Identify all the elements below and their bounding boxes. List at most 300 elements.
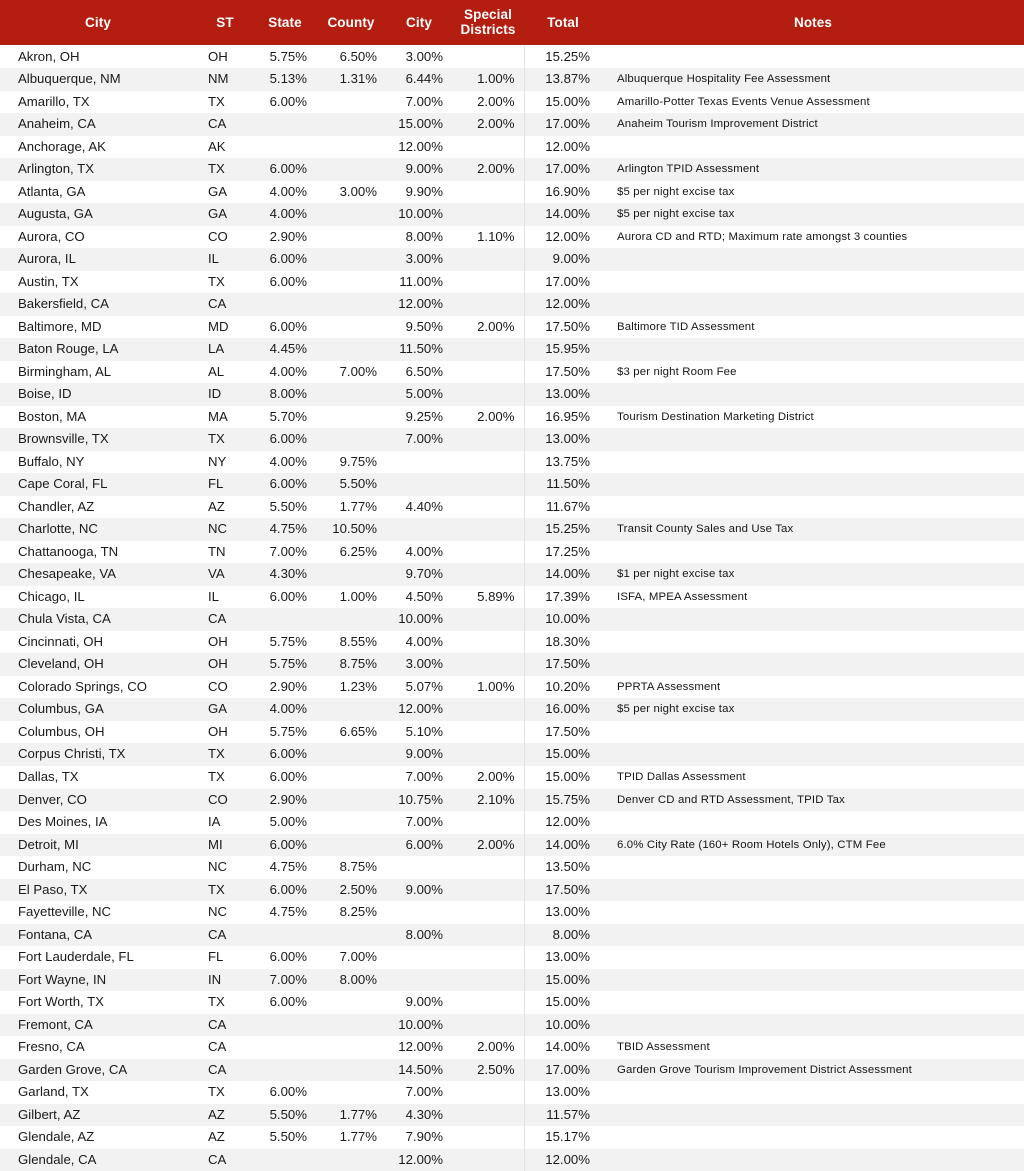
cell-notes	[602, 428, 1024, 451]
cell-notes: Albuquerque Hospitality Fee Assessment	[617, 73, 831, 86]
cell-special-districts	[452, 1104, 524, 1127]
table-header-row	[0, 0, 1024, 45]
cell-state-abbr: CA	[208, 611, 227, 627]
cell-city: Chandler, AZ	[18, 498, 95, 514]
cell-city: Columbus, GA	[18, 701, 104, 717]
cell-county-tax	[316, 248, 386, 271]
cell-county-tax	[316, 1081, 386, 1104]
table-row[interactable]	[0, 924, 1024, 947]
cell-special-districts	[452, 1149, 524, 1171]
table-row[interactable]	[0, 631, 1024, 654]
cell-total: 10.00%	[524, 1014, 602, 1037]
cell-city-tax: 9.90%	[405, 183, 443, 199]
cell-notes	[602, 1014, 1024, 1037]
cell-city: Chula Vista, CA	[18, 611, 111, 627]
cell-county-tax	[316, 766, 386, 789]
cell-county-tax	[316, 1059, 386, 1082]
cell-total: 12.00%	[524, 226, 602, 249]
cell-total: 15.25%	[524, 45, 602, 68]
cell-state-tax: 4.00%	[269, 206, 307, 222]
cell-city: Boise, ID	[18, 386, 72, 402]
cell-city: Fort Wayne, IN	[18, 971, 107, 987]
cell-notes: $5 per night excise tax	[617, 703, 735, 716]
cell-special-districts: 2.00%	[477, 116, 515, 132]
cell-special-districts	[452, 541, 524, 564]
cell-city: Charlotte, NC	[18, 521, 98, 537]
cell-county-tax: 3.00%	[339, 183, 377, 199]
cell-state-tax: 6.00%	[269, 318, 307, 334]
cell-state-abbr: IL	[208, 251, 219, 267]
cell-state-tax	[254, 1149, 316, 1171]
cell-state-abbr: TX	[208, 431, 225, 447]
cell-county-tax	[316, 834, 386, 857]
special-districts-line1: Special	[464, 7, 512, 23]
cell-city-tax: 12.00%	[398, 1151, 443, 1167]
cell-county-tax	[316, 136, 386, 159]
cell-state-abbr: OH	[208, 723, 228, 739]
table-row[interactable]	[0, 608, 1024, 631]
cell-total: 17.50%	[524, 879, 602, 902]
table-row[interactable]	[0, 541, 1024, 564]
table-row[interactable]	[0, 563, 1024, 586]
cell-city-tax: 9.25%	[405, 408, 443, 424]
cell-city: Birmingham, AL	[18, 363, 112, 379]
cell-special-districts	[452, 856, 524, 879]
cell-city: Detroit, MI	[18, 836, 79, 852]
cell-notes	[602, 631, 1024, 654]
cell-city: Aurora, IL	[18, 251, 76, 267]
cell-special-districts: 5.89%	[477, 588, 515, 604]
cell-state-abbr: NC	[208, 904, 228, 920]
cell-county-tax	[316, 91, 386, 114]
cell-state-abbr: CA	[208, 296, 227, 312]
cell-special-districts	[452, 879, 524, 902]
cell-special-districts: 2.50%	[477, 1061, 515, 1077]
cell-city-tax: 5.07%	[405, 678, 443, 694]
cell-state-abbr: MI	[208, 836, 223, 852]
cell-state-abbr: CA	[208, 116, 227, 132]
table-row[interactable]	[0, 203, 1024, 226]
cell-city: Boston, MA	[18, 408, 87, 424]
cell-city-tax: 10.00%	[398, 206, 443, 222]
cell-special-districts: 2.00%	[477, 769, 515, 784]
cell-state-abbr: IN	[208, 971, 222, 987]
cell-state-abbr: TX	[208, 161, 225, 177]
cell-notes: TBID Assessment	[617, 1041, 710, 1054]
cell-city-tax: 8.00%	[405, 926, 443, 942]
cell-state-abbr: OH	[208, 633, 228, 649]
cell-total: 15.00%	[524, 766, 602, 789]
cell-city: Atlanta, GA	[18, 183, 86, 199]
cell-state-tax: 4.00%	[269, 701, 307, 717]
cell-county-tax: 1.77%	[339, 1129, 377, 1145]
cell-city: Colorado Springs, CO	[18, 678, 148, 694]
cell-county-tax	[316, 1014, 386, 1037]
cell-state-tax: 6.00%	[269, 881, 307, 897]
table-row[interactable]	[0, 406, 1024, 429]
cell-city-tax: 9.70%	[405, 566, 443, 582]
cell-county-tax: 2.50%	[339, 881, 377, 897]
cell-total: 13.75%	[524, 451, 602, 474]
cell-special-districts: 2.00%	[477, 408, 515, 424]
cell-city: Brownsville, TX	[18, 431, 109, 447]
cell-state-tax: 7.00%	[269, 543, 307, 559]
cell-total: 10.00%	[524, 608, 602, 631]
cell-county-tax	[316, 1149, 386, 1171]
cell-state-tax: 2.90%	[269, 228, 307, 244]
cell-state-tax: 2.90%	[269, 791, 307, 807]
table-row[interactable]	[0, 586, 1024, 609]
cell-state-abbr: TX	[208, 1084, 225, 1100]
table-row[interactable]	[0, 158, 1024, 181]
cell-city-tax: 10.00%	[398, 1016, 443, 1032]
table-row[interactable]	[0, 789, 1024, 812]
cell-city-tax: 12.00%	[398, 138, 443, 154]
table-row[interactable]	[0, 248, 1024, 271]
cell-county-tax	[316, 226, 386, 249]
table-row[interactable]	[0, 1104, 1024, 1127]
cell-notes	[602, 338, 1024, 361]
table-row[interactable]	[0, 721, 1024, 744]
cell-city: Chattanooga, TN	[18, 543, 119, 559]
cell-state-tax: 6.00%	[269, 431, 307, 447]
table-row[interactable]	[0, 676, 1024, 699]
table-row[interactable]	[0, 361, 1024, 384]
cell-state-abbr: MA	[208, 408, 228, 424]
cell-county-tax	[316, 406, 386, 429]
cell-notes	[602, 541, 1024, 564]
cell-city: Glendale, AZ	[18, 1129, 95, 1145]
table-row[interactable]	[0, 969, 1024, 992]
cell-state-tax: 4.45%	[269, 341, 307, 357]
cell-city-tax: 14.50%	[398, 1061, 443, 1077]
cell-county-tax: 7.00%	[339, 949, 377, 965]
table-row[interactable]	[0, 316, 1024, 339]
cell-county-tax: 8.75%	[339, 656, 377, 672]
cell-total: 17.25%	[524, 541, 602, 564]
cell-state-tax: 4.00%	[269, 183, 307, 199]
cell-city: Anchorage, AK	[18, 138, 106, 154]
cell-state-abbr: FL	[208, 476, 224, 492]
cell-total: 17.39%	[524, 586, 602, 609]
table-row[interactable]	[0, 1059, 1024, 1082]
cell-city-tax: 9.00%	[405, 994, 443, 1010]
cell-notes	[602, 248, 1024, 271]
cell-state-tax: 6.00%	[269, 273, 307, 289]
cell-notes	[602, 45, 1024, 68]
table-row[interactable]	[0, 901, 1024, 924]
column-header-state-tax[interactable]: State	[268, 14, 302, 30]
cell-notes	[602, 383, 1024, 406]
cell-state-abbr: NM	[208, 71, 229, 87]
cell-state-abbr: AZ	[208, 1106, 225, 1122]
cell-notes	[602, 1104, 1024, 1127]
column-header-notes[interactable]: Notes	[793, 14, 832, 30]
cell-state-tax	[254, 1014, 316, 1037]
cell-city: Aurora, CO	[18, 228, 85, 244]
cell-county-tax	[316, 158, 386, 181]
cell-total: 13.50%	[524, 856, 602, 879]
cell-total: 12.00%	[524, 1149, 602, 1171]
cell-special-districts	[452, 811, 524, 834]
cell-special-districts	[452, 721, 524, 744]
table-row[interactable]	[0, 946, 1024, 969]
cell-special-districts: 2.00%	[477, 1039, 515, 1055]
cell-state-abbr: CA	[208, 1016, 227, 1032]
table-row[interactable]	[0, 834, 1024, 857]
cell-total: 15.00%	[524, 91, 602, 114]
cell-state-tax: 6.00%	[269, 769, 307, 784]
cell-special-districts	[452, 473, 524, 496]
table-row[interactable]	[0, 68, 1024, 91]
cell-total: 9.00%	[524, 248, 602, 271]
cell-city: Fontana, CA	[18, 926, 93, 942]
cell-state-tax: 5.50%	[269, 1106, 307, 1122]
cell-city-tax: 11.50%	[399, 341, 443, 357]
cell-notes	[602, 901, 1024, 924]
cell-city-tax: 9.00%	[405, 746, 443, 762]
cell-city-tax: 9.00%	[405, 161, 443, 177]
table-row[interactable]	[0, 698, 1024, 721]
cell-city-tax	[386, 451, 452, 474]
cell-state-abbr: MD	[208, 318, 229, 334]
cell-state-tax: 4.75%	[269, 521, 307, 537]
cell-notes	[602, 293, 1024, 316]
cell-city-tax: 12.00%	[398, 296, 443, 312]
cell-notes: ISFA, MPEA Assessment	[617, 590, 748, 603]
cell-state-tax: 6.00%	[269, 476, 307, 492]
cell-special-districts	[452, 45, 524, 68]
cell-city-tax: 7.00%	[405, 1084, 443, 1100]
table-row[interactable]	[0, 226, 1024, 249]
cell-state-tax: 4.75%	[269, 859, 307, 875]
table-row[interactable]	[0, 743, 1024, 766]
cell-total: 15.95%	[524, 338, 602, 361]
cell-special-districts	[452, 428, 524, 451]
table-row[interactable]	[0, 45, 1024, 68]
cell-notes: Transit County Sales and Use Tax	[617, 523, 794, 536]
table-row[interactable]	[0, 811, 1024, 834]
cell-city-tax: 15.00%	[398, 116, 443, 132]
cell-city: Dallas, TX	[18, 769, 79, 784]
table-row[interactable]	[0, 1149, 1024, 1171]
cell-state-tax: 6.00%	[269, 1084, 307, 1100]
cell-total: 15.00%	[524, 743, 602, 766]
cell-total: 12.00%	[524, 293, 602, 316]
cell-county-tax	[316, 563, 386, 586]
cell-state-tax	[254, 113, 316, 136]
table-row[interactable]	[0, 451, 1024, 474]
cell-total: 15.17%	[524, 1126, 602, 1149]
table-row[interactable]	[0, 428, 1024, 451]
cell-city: Amarillo, TX	[18, 93, 90, 109]
cell-state-tax: 6.00%	[269, 994, 307, 1010]
table-row[interactable]	[0, 856, 1024, 879]
cell-county-tax: 8.00%	[339, 971, 377, 987]
table-row[interactable]	[0, 293, 1024, 316]
cell-state-abbr: GA	[208, 183, 228, 199]
table-row[interactable]	[0, 653, 1024, 676]
cell-total: 15.00%	[524, 969, 602, 992]
table-row[interactable]	[0, 338, 1024, 361]
cell-state-abbr: CO	[208, 228, 228, 244]
cell-city-tax	[386, 946, 452, 969]
cell-county-tax: 5.50%	[339, 476, 377, 492]
cell-notes: 6.0% City Rate (160+ Room Hotels Only), CTM Fee	[617, 838, 886, 851]
cell-city: Anaheim, CA	[18, 116, 96, 132]
cell-state-tax	[254, 924, 316, 947]
cell-state-tax: 5.50%	[269, 498, 307, 514]
table-row[interactable]	[0, 113, 1024, 136]
table-row[interactable]	[0, 1014, 1024, 1037]
cell-special-districts	[452, 181, 524, 204]
table-row[interactable]	[0, 991, 1024, 1014]
cell-notes: $3 per night Room Fee	[617, 365, 737, 378]
cell-county-tax	[316, 316, 386, 339]
cell-city: Fort Worth, TX	[18, 994, 104, 1010]
cell-state-tax	[254, 1036, 316, 1059]
cell-total: 14.00%	[524, 1036, 602, 1059]
cell-special-districts	[452, 743, 524, 766]
cell-notes	[602, 1126, 1024, 1149]
cell-county-tax	[316, 991, 386, 1014]
cell-special-districts	[452, 901, 524, 924]
cell-notes: Aurora CD and RTD; Maximum rate amongst 3 counties	[617, 230, 908, 243]
column-header-state-abbr[interactable]: ST	[216, 14, 234, 30]
cell-state-abbr: CO	[208, 678, 228, 694]
cell-city: Baltimore, MD	[18, 318, 102, 334]
cell-state-abbr: CO	[208, 791, 228, 807]
cell-state-tax: 6.00%	[269, 746, 307, 762]
cell-notes: $1 per night excise tax	[617, 568, 735, 581]
cell-special-districts	[452, 1014, 524, 1037]
table-row[interactable]	[0, 879, 1024, 902]
cell-county-tax	[316, 789, 386, 812]
column-header-city-tax[interactable]: City	[406, 14, 432, 30]
cell-notes: Tourism Destination Marketing District	[617, 410, 814, 423]
cell-city-tax: 4.30%	[405, 1106, 443, 1122]
cell-city: Fort Lauderdale, FL	[18, 949, 134, 965]
table-row[interactable]	[0, 271, 1024, 294]
cell-city: Chicago, IL	[18, 588, 85, 604]
cell-city-tax: 3.00%	[405, 656, 443, 672]
column-header-city[interactable]: City	[85, 14, 111, 30]
cell-special-districts	[452, 338, 524, 361]
cell-state-tax: 5.00%	[269, 814, 307, 830]
cell-notes: Denver CD and RTD Assessment, TPID Tax	[617, 793, 845, 806]
cell-city-tax: 4.40%	[405, 498, 443, 514]
table-row[interactable]	[0, 1126, 1024, 1149]
cell-state-abbr: LA	[208, 341, 225, 357]
cell-state-tax: 6.00%	[269, 588, 307, 604]
cell-city: Garland, TX	[18, 1084, 89, 1100]
cell-notes: Anaheim Tourism Improvement District	[617, 118, 818, 131]
cell-total: 16.00%	[524, 698, 602, 721]
table-row[interactable]	[0, 136, 1024, 159]
cell-state-abbr: VA	[208, 566, 225, 582]
cell-city-tax: 12.00%	[398, 701, 443, 717]
cell-city: Garden Grove, CA	[18, 1061, 128, 1077]
table-row[interactable]	[0, 766, 1024, 789]
cell-special-districts: 2.00%	[477, 93, 515, 109]
cell-state-abbr: NC	[208, 521, 228, 537]
table-row[interactable]	[0, 1081, 1024, 1104]
cell-city: Cincinnati, OH	[18, 633, 104, 649]
cell-city-tax: 7.90%	[405, 1129, 443, 1145]
cell-state-abbr: TX	[208, 746, 225, 762]
cell-total: 13.00%	[524, 901, 602, 924]
cell-notes: $5 per night excise tax	[617, 208, 735, 221]
column-header-total[interactable]: Total	[547, 14, 579, 30]
cell-state-tax	[254, 1059, 316, 1082]
cell-state-tax: 5.75%	[269, 633, 307, 649]
table-row[interactable]	[0, 1036, 1024, 1059]
cell-notes	[602, 879, 1024, 902]
cell-notes	[602, 136, 1024, 159]
cell-special-districts: 2.00%	[477, 836, 515, 852]
cell-county-tax: 1.23%	[339, 678, 377, 694]
cell-state-abbr: AK	[208, 138, 226, 154]
cell-county-tax: 8.55%	[339, 633, 377, 649]
cell-total: 17.50%	[524, 316, 602, 339]
column-header-special-districts[interactable]	[452, 0, 524, 45]
cell-city: Glendale, CA	[18, 1151, 97, 1167]
cell-city-tax: 7.00%	[405, 814, 443, 830]
cell-special-districts	[452, 496, 524, 519]
cell-city-tax	[386, 473, 452, 496]
table-row[interactable]	[0, 518, 1024, 541]
cell-special-districts	[452, 248, 524, 271]
cell-special-districts	[452, 361, 524, 384]
cell-special-districts	[452, 518, 524, 541]
table-row[interactable]	[0, 181, 1024, 204]
cell-total: 15.25%	[524, 518, 602, 541]
cell-county-tax: 6.25%	[339, 543, 377, 559]
cell-special-districts	[452, 203, 524, 226]
cell-special-districts: 2.00%	[477, 161, 515, 177]
cell-city-tax: 7.00%	[405, 431, 443, 447]
column-header-county-tax[interactable]: County	[327, 14, 375, 30]
cell-special-districts	[452, 293, 524, 316]
cell-total: 15.00%	[524, 991, 602, 1014]
cell-city-tax: 6.00%	[405, 836, 443, 852]
table-row[interactable]	[0, 473, 1024, 496]
cell-county-tax: 1.31%	[339, 71, 377, 87]
cell-county-tax	[316, 698, 386, 721]
cell-total: 14.00%	[524, 563, 602, 586]
cell-county-tax	[316, 1036, 386, 1059]
table-row[interactable]	[0, 383, 1024, 406]
cell-city: Fayetteville, NC	[18, 904, 112, 920]
cell-notes	[602, 608, 1024, 631]
table-body	[0, 45, 1024, 1171]
cell-state-tax: 5.75%	[269, 723, 307, 739]
cell-special-districts	[452, 924, 524, 947]
cell-total: 12.00%	[524, 811, 602, 834]
cell-special-districts	[452, 653, 524, 676]
cell-notes	[602, 1149, 1024, 1171]
cell-city: Bakersfield, CA	[18, 296, 109, 312]
cell-notes	[602, 721, 1024, 744]
table-row[interactable]	[0, 496, 1024, 519]
cell-special-districts	[452, 946, 524, 969]
cell-notes	[602, 924, 1024, 947]
cell-total: 10.20%	[524, 676, 602, 699]
cell-total: 16.95%	[524, 406, 602, 429]
cell-notes	[602, 271, 1024, 294]
table-row[interactable]	[0, 91, 1024, 114]
cell-state-tax: 4.00%	[269, 363, 307, 379]
